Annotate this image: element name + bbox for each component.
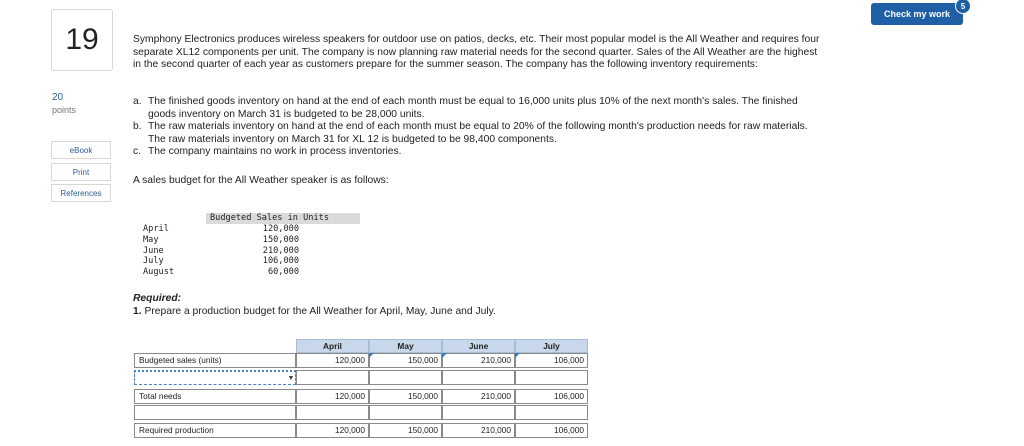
sales-value: 120,000 bbox=[262, 224, 299, 234]
row-label-total-needs: Total needs bbox=[134, 389, 296, 404]
budgeted-sales-june[interactable]: 210,000 bbox=[442, 353, 515, 368]
line-item-dropdown[interactable] bbox=[134, 370, 296, 385]
instruction-text: Prepare a production budget for the All Weather for April, May, June and July. bbox=[144, 306, 496, 317]
sales-budget-label: A sales budget for the All Weather speaker is as follows: bbox=[133, 175, 389, 186]
budgeted-sales-july[interactable]: 106,000 bbox=[515, 353, 588, 368]
requirement-marker: c. bbox=[133, 146, 142, 158]
column-header-may: May bbox=[369, 339, 442, 353]
line-item-dropdown-2[interactable] bbox=[134, 405, 296, 420]
instruction-number: 1. bbox=[133, 306, 142, 317]
requirement-text: The raw materials inventory on hand at the end of each month must be equal to 20% of the following month's production needs for raw materials. The raw materials inventory on March 31 for XL 12 is budgeted to be 98,400 components. bbox=[148, 121, 808, 145]
print-button[interactable]: Print bbox=[51, 163, 111, 181]
requirement-marker: b. bbox=[133, 121, 142, 133]
sales-value: 106,000 bbox=[262, 256, 299, 267]
requirement-text: The company maintains no work in process inventories. bbox=[148, 146, 402, 158]
total-needs-may: 150,000 bbox=[369, 389, 442, 404]
required-production-june: 210,000 bbox=[442, 423, 515, 438]
input-cell-july[interactable] bbox=[515, 370, 588, 385]
input-cell-july-2[interactable] bbox=[515, 405, 588, 420]
requirement-c bbox=[133, 146, 823, 159]
sales-row-may bbox=[140, 235, 360, 246]
sales-budget-table bbox=[140, 213, 360, 278]
instruction bbox=[133, 306, 496, 317]
total-needs-june: 210,000 bbox=[442, 389, 515, 404]
sales-value: 60,000 bbox=[267, 267, 299, 278]
sales-row-july bbox=[140, 256, 360, 267]
references-button[interactable]: References bbox=[51, 184, 111, 202]
column-header-june: June bbox=[442, 339, 515, 353]
sales-month: July bbox=[143, 256, 164, 267]
ebook-button[interactable]: eBook bbox=[51, 141, 111, 159]
sales-month: August bbox=[143, 267, 175, 278]
required-production-may: 150,000 bbox=[369, 423, 442, 438]
problem-intro: Symphony Electronics produces wireless speakers for outdoor use on patios, decks, etc. Their most popular model is the All Weather and requires four separate XL12 components per unit. The company is now planning raw material needs for the second quarter. Sales of the All Weather are the highest in the second quarter of each year as customers prepare for the summer season. The company has the following inventory requirements: bbox=[133, 34, 820, 71]
requirement-a bbox=[133, 96, 823, 121]
sales-month: May bbox=[143, 234, 159, 245]
input-cell-may[interactable] bbox=[369, 370, 442, 385]
requirement-text: The finished goods inventory on hand at the end of each month must be equal to 16,000 units plus 10% of the next month's sales. The finished goods inventory on March 31 is budgeted to be 28,000 units. bbox=[148, 96, 798, 120]
points-info bbox=[52, 92, 76, 116]
sales-month: April bbox=[143, 224, 169, 234]
sales-value: 210,000 bbox=[262, 245, 299, 256]
sales-budget-header: Budgeted Sales in Units bbox=[206, 213, 360, 224]
question-number: 19 bbox=[51, 9, 113, 71]
chevron-down-icon[interactable]: ▼ bbox=[287, 375, 295, 382]
row-label-required-production: Required production bbox=[134, 423, 296, 438]
points-value: 20 bbox=[52, 92, 64, 103]
required-heading: Required: bbox=[133, 293, 182, 304]
input-cell-june-2[interactable] bbox=[442, 405, 515, 420]
input-cell-may-2[interactable] bbox=[369, 405, 442, 420]
requirement-b bbox=[133, 121, 823, 146]
column-header-july: July bbox=[515, 339, 588, 353]
row-label-budgeted-sales: Budgeted sales (units) bbox=[134, 353, 296, 368]
sales-row-august bbox=[140, 267, 360, 278]
budgeted-sales-april: 120,000 bbox=[296, 353, 369, 368]
sales-month: June bbox=[143, 245, 164, 256]
input-cell-april[interactable] bbox=[296, 370, 369, 385]
total-needs-april: 120,000 bbox=[296, 389, 369, 404]
sales-row-june bbox=[140, 246, 360, 257]
check-my-work-button[interactable]: Check my work bbox=[871, 3, 963, 25]
total-needs-july: 106,000 bbox=[515, 389, 588, 404]
input-cell-june[interactable] bbox=[442, 370, 515, 385]
sales-value: 150,000 bbox=[262, 234, 299, 245]
column-header-april: April bbox=[296, 339, 369, 353]
sales-row-april bbox=[140, 224, 360, 235]
input-cell-april-2[interactable] bbox=[296, 405, 369, 420]
requirements-list bbox=[133, 96, 823, 159]
points-label: points bbox=[52, 105, 77, 115]
check-count-badge: 5 bbox=[955, 0, 971, 14]
production-budget-table bbox=[134, 339, 589, 446]
requirement-marker: a. bbox=[133, 96, 142, 107]
required-production-april: 120,000 bbox=[296, 423, 369, 438]
required-production-july: 106,000 bbox=[515, 423, 588, 438]
budgeted-sales-may[interactable]: 150,000 bbox=[369, 353, 442, 368]
